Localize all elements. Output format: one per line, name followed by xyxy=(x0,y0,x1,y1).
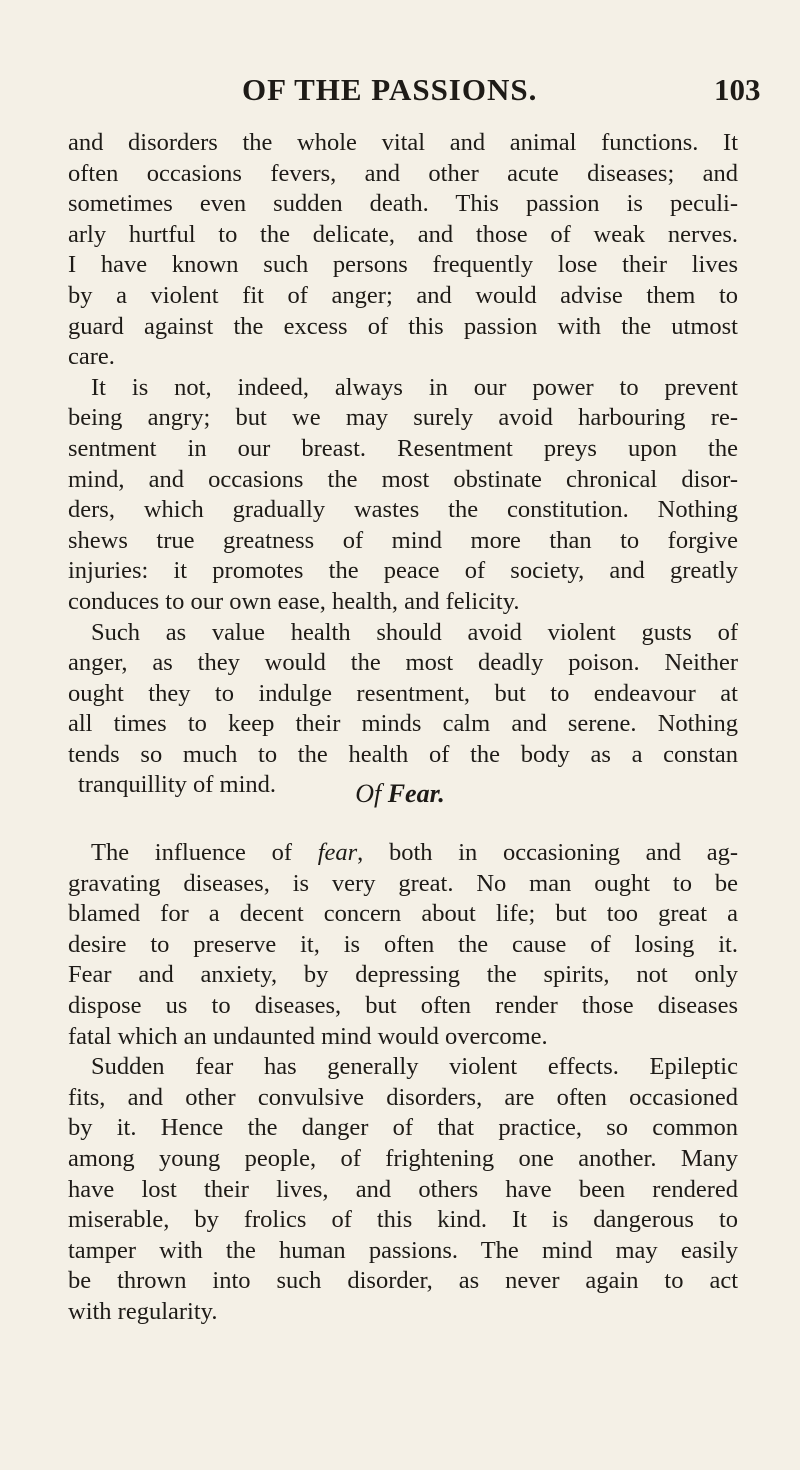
running-head xyxy=(0,72,800,112)
text-line: fatal which an undaunted mind would overcome. xyxy=(68,1022,548,1050)
text-line: Fear and anxiety, by depressing the spirits, not only xyxy=(68,961,738,989)
text-line: blamed for a decent concern about life; but too great a xyxy=(68,900,738,928)
text-line: mind, and occasions the most obstinate chronical disor- xyxy=(68,465,738,493)
text-line: It is not, indeed, always in our power to prevent xyxy=(91,373,738,401)
section-heading-word: Fear. xyxy=(387,779,445,808)
text-line: with regularity. xyxy=(68,1297,218,1325)
text-line: often occasions fevers, and other acute diseases; and xyxy=(68,159,738,187)
text-line: I have known such persons frequently lose their lives xyxy=(68,251,738,279)
emphasis-fear: fear xyxy=(317,839,358,866)
text-line: sometimes even sudden death. This passion is peculi- xyxy=(68,190,738,218)
text-line: ought they to indulge resentment, but to endeavour at xyxy=(68,679,738,707)
text-line: and disorders the whole vital and animal functions. It xyxy=(68,129,738,156)
paragraphs-fear xyxy=(68,838,738,1328)
section-heading xyxy=(0,779,800,809)
text-line: tranquillity of mind. xyxy=(78,771,277,799)
text-line: guard against the excess of this passion with the utmost xyxy=(68,312,738,340)
text-line: all times to keep their minds calm and serene. Nothing xyxy=(68,710,738,738)
text-segment: , both in occasioning and ag- xyxy=(357,839,738,866)
text-line: gravating diseases, is very great. No man ought to be xyxy=(68,869,738,897)
section-heading-of: Of xyxy=(355,779,382,808)
text-line: anger, as they would the most deadly poison. Neither xyxy=(68,649,738,677)
text-line: by it. Hence the danger of that practice, so common xyxy=(68,1114,738,1142)
running-head-title: OF THE PASSIONS. xyxy=(242,72,538,107)
text-line: have lost their lives, and others have been rendered xyxy=(68,1175,738,1203)
text-line: sentment in our breast. Resentment preys upon the xyxy=(68,434,738,462)
text-line: shews true greatness of mind more than to forgive xyxy=(68,526,738,554)
page-number: 103 xyxy=(714,72,761,107)
text-line: ders, which gradually wastes the constitution. Nothing xyxy=(68,496,738,524)
text-line: fits, and other convulsive disorders, are often occasioned xyxy=(68,1083,738,1111)
text-line xyxy=(68,838,738,869)
text-line: Such as value health should avoid violent gusts of xyxy=(91,618,738,646)
text-line: tends so much to the health of the body as a constan xyxy=(68,740,738,768)
text-line: being angry; but we may surely avoid harbouring re- xyxy=(68,404,738,432)
text-line: injuries: it promotes the peace of society, and greatly xyxy=(68,557,738,585)
text-line: care. xyxy=(68,343,115,371)
text-line: conduces to our own ease, health, and felicity. xyxy=(68,587,520,615)
text-line: Sudden fear has generally violent effects. Epileptic xyxy=(91,1053,738,1081)
text-line: be thrown into such disorder, as never again to act xyxy=(68,1267,738,1295)
text-line: arly hurtful to the delicate, and those of weak nerves. xyxy=(68,220,738,248)
text-line: dispose us to diseases, but often render those diseases xyxy=(68,991,738,1019)
paragraphs-anger xyxy=(68,128,738,801)
text-line: among young people, of frightening one another. Many xyxy=(68,1144,738,1172)
text-line: miserable, by frolics of this kind. It is dangerous to xyxy=(68,1206,738,1234)
text-line: by a violent fit of anger; and would advise them to xyxy=(68,281,738,309)
text-line: tamper with the human passions. The mind may easily xyxy=(68,1236,738,1264)
text-line: desire to preserve it, is often the cause of losing it. xyxy=(68,930,738,958)
text-segment: The influence of xyxy=(91,839,318,866)
